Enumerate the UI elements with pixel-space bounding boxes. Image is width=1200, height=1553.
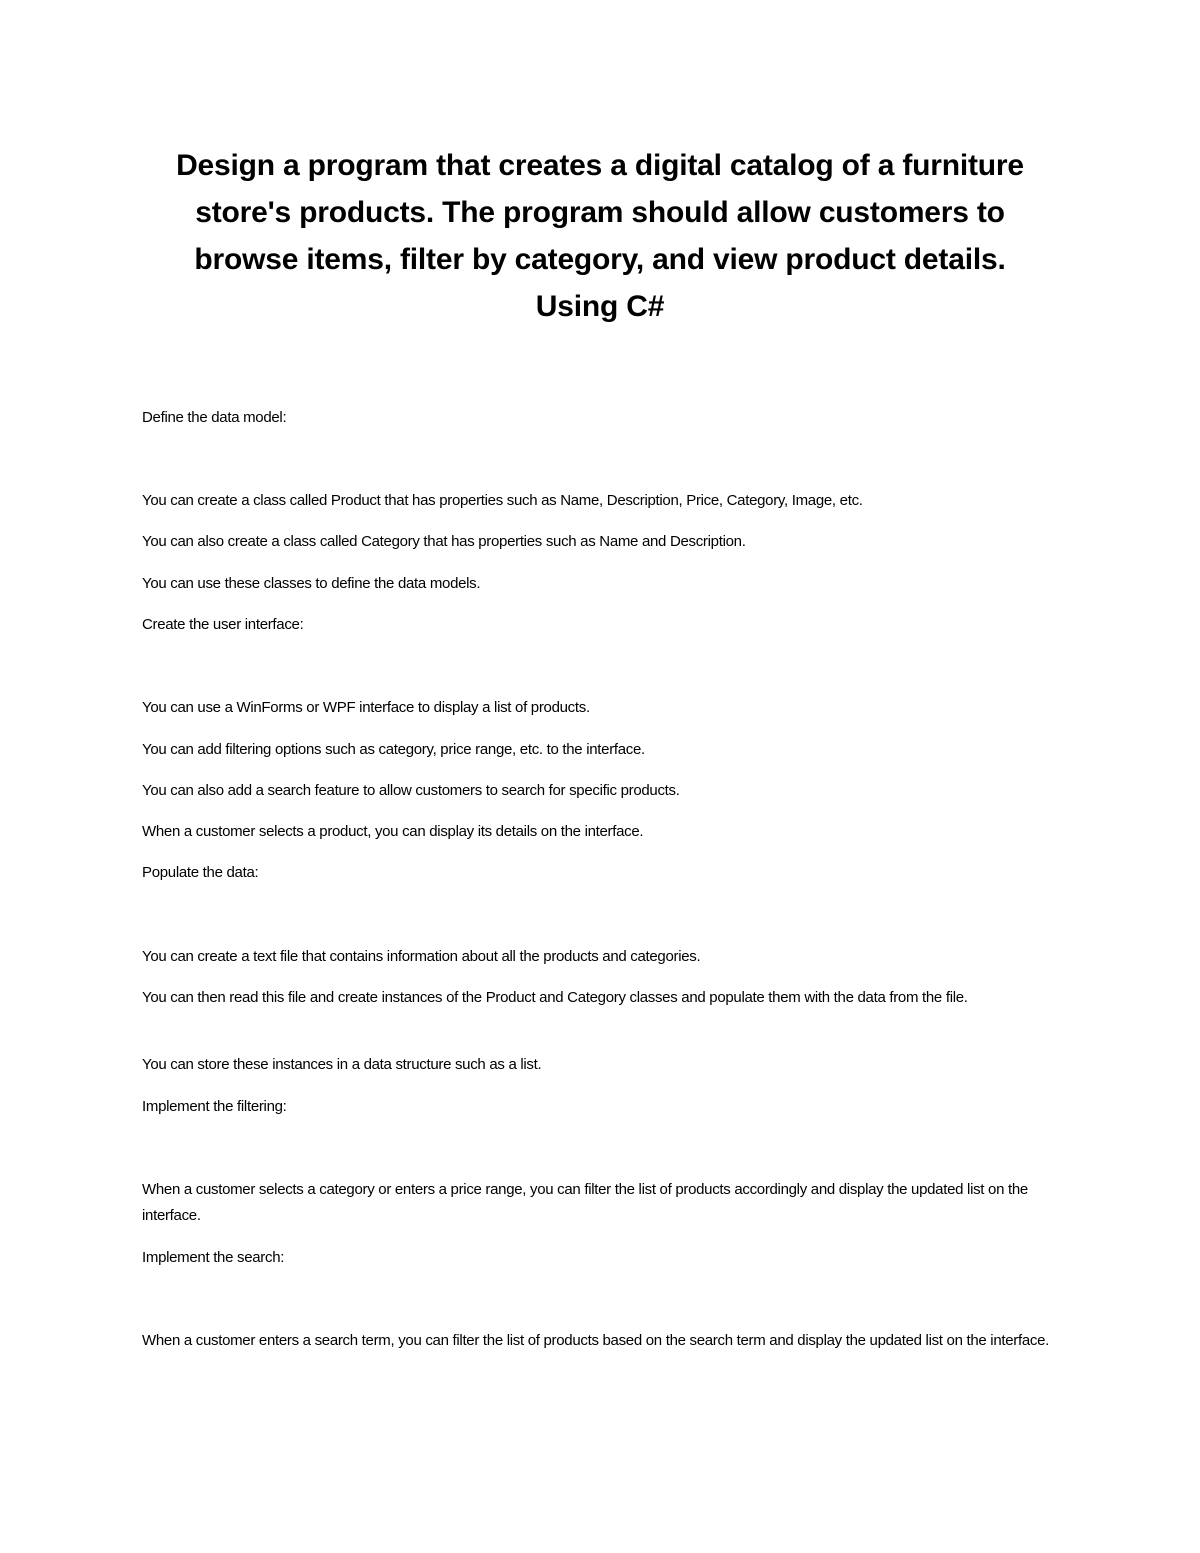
title-line: browse items, filter by category, and view product details. <box>194 243 1006 276</box>
paragraph: You can then read this file and create instances of the Product and Category classes and populate them with the data from the file. <box>142 989 968 1006</box>
paragraph: You can use these classes to define the data models. <box>142 575 481 592</box>
document-title <box>120 142 1080 330</box>
paragraph: You can store these instances in a data structure such as a list. <box>142 1056 542 1073</box>
title-line: Design a program that creates a digital catalog of a furniture <box>176 149 1024 182</box>
paragraph: You can create a text file that contains information about all the products and categories. <box>142 948 701 965</box>
paragraph: You can use a WinForms or WPF interface to display a list of products. <box>142 699 590 716</box>
paragraph: You can create a class called Product that has properties such as Name, Description, Price, Category, Image, etc. <box>142 492 863 509</box>
title-line: Using C# <box>535 290 665 323</box>
section-heading-populate-data: Populate the data: <box>142 864 259 881</box>
paragraph: You can add filtering options such as category, price range, etc. to the interface. <box>142 741 645 758</box>
section-heading-data-model: Define the data model: <box>142 409 287 426</box>
paragraph: When a customer selects a product, you can display its details on the interface. <box>142 823 644 840</box>
paragraph: When a customer enters a search term, you can filter the list of products based on the search term and display the updated list on the interface. <box>142 1332 1050 1349</box>
section-heading-search: Implement the search: <box>142 1249 285 1266</box>
paragraph: You can also add a search feature to allow customers to search for specific products. <box>142 782 680 799</box>
section-heading-filtering: Implement the filtering: <box>142 1098 287 1115</box>
paragraph: When a customer selects a category or enters a price range, you can filter the list of products accordingly and display the updated list on the interface. <box>142 1181 1028 1224</box>
section-heading-user-interface: Create the user interface: <box>142 616 304 633</box>
paragraph: You can also create a class called Category that has properties such as Name and Description. <box>142 533 746 550</box>
title-line: store's products. The program should allow customers to <box>195 196 1005 229</box>
